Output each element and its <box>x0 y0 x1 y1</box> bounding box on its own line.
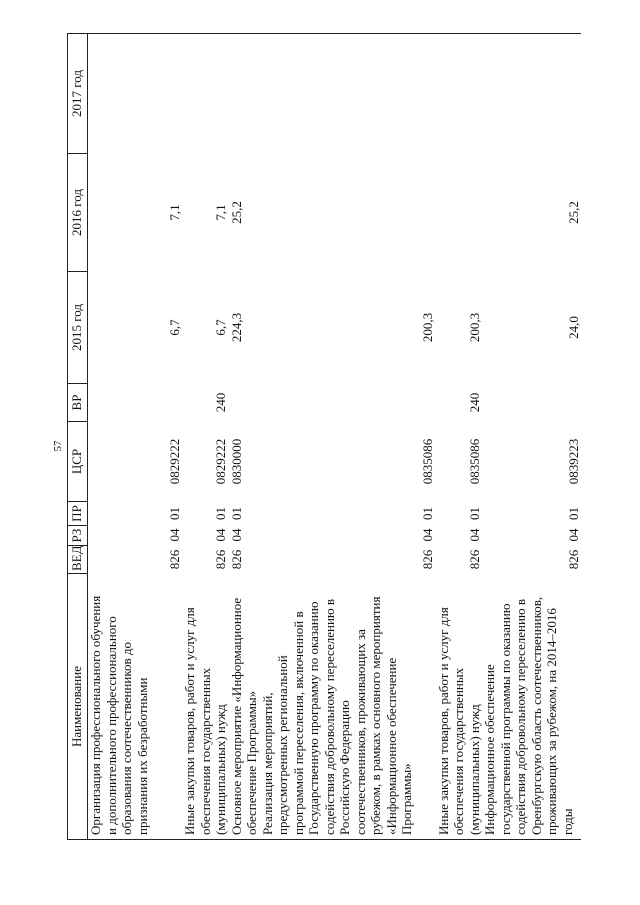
row-rz: 04 <box>466 528 482 542</box>
row-2016: 25,2 <box>565 201 581 224</box>
row-ved: 826 <box>213 549 228 570</box>
table-row <box>182 34 229 840</box>
row-vr <box>88 384 183 422</box>
row-name: Иные закупки товаров, работ и услуг для обеспечения государственных (муниципальных) нужд <box>182 574 229 840</box>
row-vr <box>229 384 260 422</box>
row-vr: 240 <box>466 392 482 413</box>
row-pr: 01 <box>420 507 435 520</box>
row-ved: 826 <box>420 549 435 570</box>
row-csr: 0835086 <box>420 438 435 485</box>
row-2017 <box>88 34 183 154</box>
row-name: Основное мероприятие «Информационное обеспечение Программы» <box>229 574 260 840</box>
row-rz: 04 <box>228 528 244 542</box>
row-2016: 25,2 <box>228 201 244 224</box>
table-row <box>482 34 581 840</box>
row-pr: 01 <box>228 507 244 520</box>
row-csr: 0829222 <box>166 438 182 485</box>
budget-table <box>67 33 581 840</box>
row-2017 <box>436 34 483 154</box>
header-rz: РЗ <box>68 526 88 546</box>
rotated-page-content <box>67 34 590 840</box>
row-vr <box>482 384 581 422</box>
row-2015: 200,3 <box>466 312 482 343</box>
row-2016: 7,1 <box>213 204 228 221</box>
row-name: Реализация мероприятий, предусмотренных региональной программой переселения, включенной в Государственную программу по оказанию содействия добровольному переселению в Российскую Федерацию соотечественников, проживающих за рубежом, в рамках основного мероприятия «Информационное обеспечение Программы» <box>260 574 436 840</box>
row-2015: 224,3 <box>228 312 244 343</box>
row-vr: 240 <box>213 392 228 413</box>
row-name: Информационное обеспечение государственной программы по оказанию содействия добровольному переселению в Оренбургскую область соотечественников, проживающих за рубежом, на 2014–2016 годы <box>482 574 581 840</box>
header-2017: 2017 год <box>68 34 88 154</box>
row-vr <box>260 384 436 422</box>
row-pr: 01 <box>213 507 228 520</box>
table-row <box>260 34 436 840</box>
row-name: Организация профессионального обучения и дополнительного профессионального образования соотечественников до признания их безработными <box>88 574 183 840</box>
table-row <box>88 34 183 840</box>
row-ved: 826 <box>466 549 482 570</box>
header-vr: ВР <box>68 384 88 422</box>
row-csr: 0829222 <box>213 438 228 485</box>
header-name: Наименование <box>68 574 88 840</box>
table-row <box>229 34 260 840</box>
header-ved: ВЕД <box>68 546 88 574</box>
row-2017 <box>260 34 436 154</box>
row-2016 <box>260 154 436 272</box>
row-name: Иные закупки товаров, работ и услуг для обеспечения государственных (муниципальных) нужд <box>436 574 483 840</box>
row-ved: 826 <box>166 549 182 570</box>
header-csr: ЦСР <box>68 422 88 502</box>
header-2016: 2016 год <box>68 154 88 272</box>
row-2015: 6,7 <box>213 319 228 336</box>
row-2016 <box>436 154 483 272</box>
row-2017 <box>482 34 581 154</box>
row-rz: 04 <box>166 528 182 542</box>
row-2015: 6,7 <box>166 319 182 336</box>
row-csr: 0830000 <box>228 438 244 485</box>
table-header-row <box>68 34 88 840</box>
row-csr: 0835086 <box>466 438 482 485</box>
row-ved: 826 <box>565 549 581 570</box>
row-pr: 01 <box>466 507 482 520</box>
table-row <box>436 34 483 840</box>
header-pr: ПР <box>68 502 88 526</box>
row-rz: 04 <box>420 528 435 542</box>
row-2015: 200,3 <box>420 312 435 343</box>
row-2017 <box>229 34 260 154</box>
row-csr: 0839223 <box>565 438 581 485</box>
page-number: 57 <box>52 440 64 452</box>
row-pr: 01 <box>166 507 182 520</box>
row-2016: 7,1 <box>166 204 182 221</box>
row-ved: 826 <box>228 549 244 570</box>
row-rz: 04 <box>565 528 581 542</box>
row-2017 <box>182 34 229 154</box>
header-2015: 2015 год <box>68 272 88 384</box>
row-2015: 24,0 <box>565 316 581 339</box>
row-rz: 04 <box>213 528 228 542</box>
row-pr: 01 <box>565 507 581 520</box>
